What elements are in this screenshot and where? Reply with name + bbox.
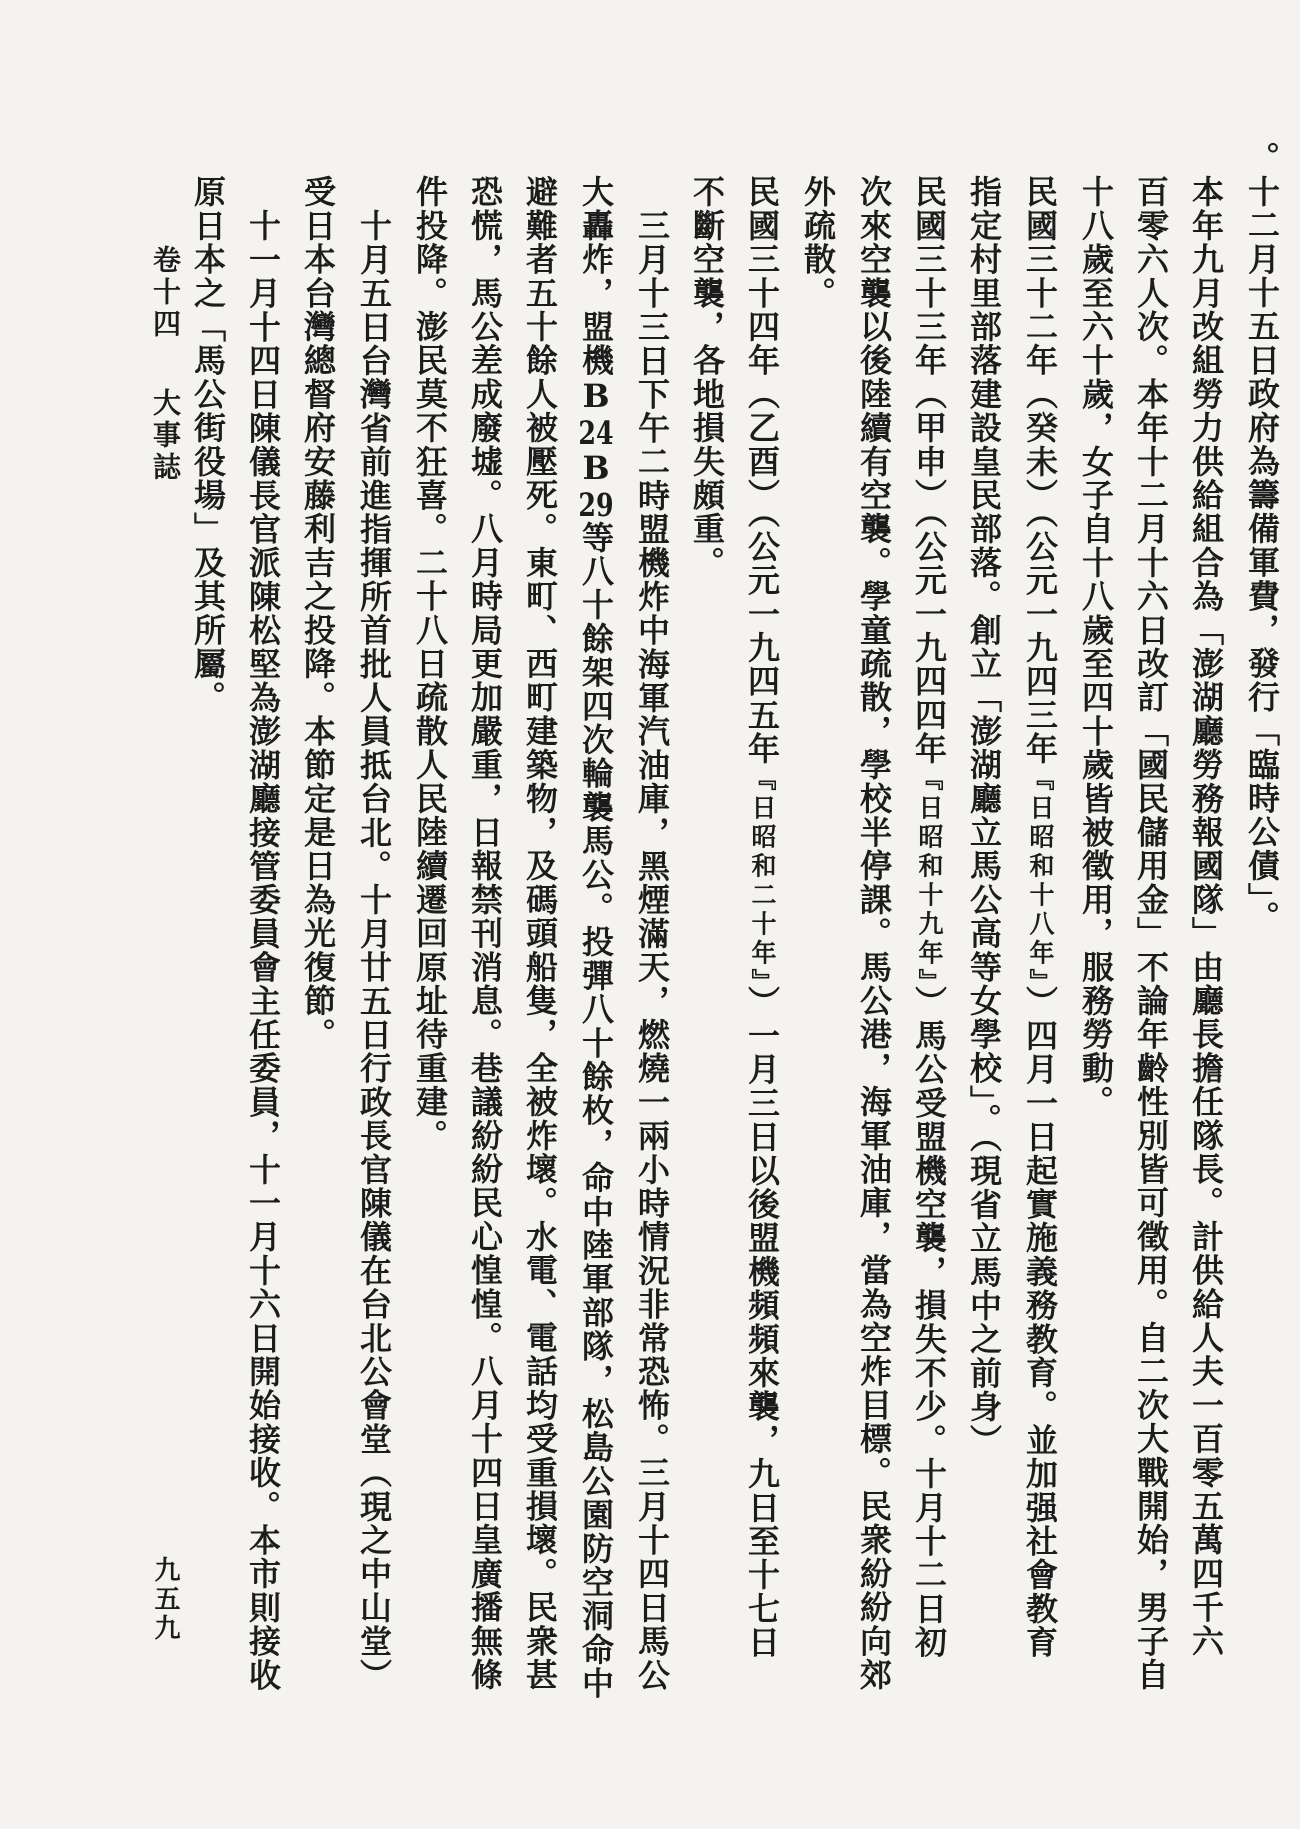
text-column-15 <box>465 175 505 1692</box>
column-text: 等八十餘架四次輪襲馬公。投彈八十餘枚，命中陸軍部隊，松島公園防空洞命中 <box>577 520 615 1701</box>
text-column-03 <box>1131 175 1171 1692</box>
column-text: 民國三十三年（甲申）（公元一九四四年 <box>910 175 948 766</box>
column-text: 三月十三日下午二時盟機炸中海軍汽油庫，黑煙滿天，燃燒一兩小時情況非常恐怖。三月十四日馬公 <box>633 209 671 1692</box>
column-text: 十月五日台灣省前進指揮所首批人員抵台北。十月廿五日行政長官陳儀在台北公會堂（現之中山堂） <box>355 209 393 1692</box>
column-text: 受日本台灣總督府安藤利吉之投降。本節定是日為光復節。 <box>299 175 337 1052</box>
text-column-19 <box>243 209 283 1692</box>
text-column-17 <box>354 209 394 1692</box>
column-text: 十一月十四日陳儀長官派陳松堅為澎湖廳接管委員會主任委員，十一月十六日開始接收。本市則接收 <box>244 209 282 1692</box>
text-column-06 <box>964 175 1004 1457</box>
column-text: 本年九月改組勞力供給組合為「澎湖廳勞務報國隊」由廳長擔任隊長。計供給人夫一百零五萬四千六 <box>1187 175 1225 1658</box>
column-text: ）一月三日以後盟機頻頻來襲，九日至十七日 <box>743 985 781 1660</box>
section-label: 大事誌 <box>149 388 182 484</box>
column-text: 原日本之「馬公街役場」及其所屬。 <box>189 175 227 715</box>
column-text: 件投降。澎民莫不狂喜。二十八日疏散人民陸續遷回原址待重建。 <box>411 175 449 1153</box>
upright-digits: 29 <box>578 488 614 521</box>
column-text: 十八歲至六十歲，女子自十八歲至四十歲皆被徵用，服務勞動。 <box>1077 175 1115 1119</box>
text-column-01 <box>1242 141 1282 934</box>
text-column-08 <box>854 175 894 1692</box>
column-text: ）馬公受盟機空襲，損失不少。十月十二日初 <box>910 985 948 1660</box>
column-text: 民國三十四年（乙酉）（公元一九四五年 <box>743 175 781 766</box>
volume-label: 卷十四 <box>149 245 182 341</box>
japanese-era-annotation: 『日昭和十八年』 <box>1026 765 1055 986</box>
japanese-era-annotation: 『日昭和二十年』 <box>748 765 777 986</box>
column-text: 次來空襲以後陸續有空襲。學童疏散，學校半停課。馬公港，海軍油庫，當為空炸目標。民衆紛紛向郊 <box>855 175 893 1692</box>
column-text: 民國三十二年（癸未）（公元一九四三年 <box>1021 175 1059 766</box>
text-column-16 <box>410 175 450 1152</box>
text-column-20 <box>188 175 228 714</box>
column-text: 恐慌，馬公差成廢墟。八月時局更加嚴重，日報禁刊消息。巷議紛紛民心惶惶。八月十四日皇廣播無條 <box>466 175 504 1692</box>
page-number-text: 九五九 <box>150 1556 180 1643</box>
column-text: ）四月一日起實施義務教育。並加强社會教育 <box>1021 985 1059 1660</box>
column-text: 避難者五十餘人被壓死。東町、西町建築物，及碼頭船隻，全被炸壞。水電、電話均受重損壞。民衆甚 <box>521 175 559 1692</box>
column-text: 大轟炸，盟機 <box>577 175 615 378</box>
text-column-18 <box>298 175 338 1051</box>
japanese-era-annotation: 『日昭和十九年』 <box>915 765 944 986</box>
text-column-12 <box>632 209 672 1692</box>
text-column-02 <box>1186 175 1226 1658</box>
column-text: 不斷空襲，各地損失頗重。 <box>688 175 726 580</box>
latin-letter: B <box>577 448 615 489</box>
text-column-05 <box>1020 175 1060 1659</box>
text-column-04 <box>1076 175 1116 1119</box>
column-text: 百零六人次。本年十二月十六日改訂「國民儲用金」不論年齡性別皆可徵用。自二次大戰開始，男子自 <box>1132 175 1170 1692</box>
column-text: 。十二月十五日政府為籌備軍費，發行「臨時公債」。 <box>1243 141 1281 934</box>
page-number <box>148 1556 182 1643</box>
upright-digits: 24 <box>578 416 614 449</box>
text-column-14 <box>520 175 560 1692</box>
column-text: 外疏散。 <box>799 175 837 310</box>
latin-letter: B <box>577 377 615 417</box>
text-column-07 <box>909 175 949 1659</box>
running-head-volume <box>148 245 182 341</box>
running-head-section <box>148 388 182 484</box>
text-column-13 <box>576 175 616 1700</box>
text-column-09 <box>798 175 838 310</box>
text-column-10 <box>742 175 782 1659</box>
column-text: 指定村里部落建設皇民部落。創立「澎湖廳立馬公高等女學校」。（現省立馬中之前身） <box>965 175 1003 1458</box>
text-column-11 <box>687 175 727 579</box>
